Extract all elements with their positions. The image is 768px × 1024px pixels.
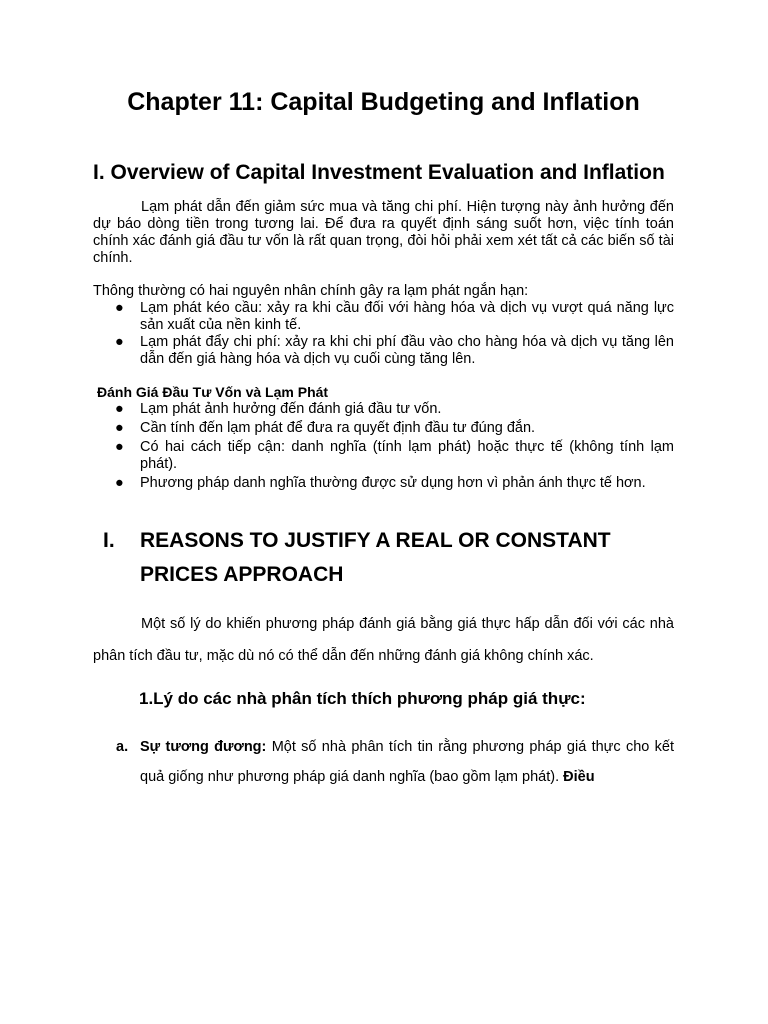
chapter-title: Chapter 11: Capital Budgeting and Inflation: [127, 88, 640, 116]
bullet-icon: ●: [115, 420, 124, 436]
bullet-icon: ●: [115, 475, 124, 491]
paragraph-inflation-intro: Lạm phát dẫn đến giảm sức mua và tăng chi phí. Hiện tượng này ảnh hưởng đến dự báo dòng tiền trong tương lai. Để đưa ra quyết định sáng suốt hơn, việc tính toán chính xác đánh giá đầu tư vốn là rất quan trọng, đòi hỏi phải xem xét tất cả các biến số tài chính.: [93, 199, 674, 266]
paragraph-causes-intro: Thông thường có hai nguyên nhân chính gây ra lạm phát ngắn hạn:: [93, 283, 529, 299]
bullet-icon: ●: [115, 300, 124, 316]
causes-list: [93, 300, 674, 368]
list-item-text: Lạm phát đẩy chi phí: xảy ra khi chi phí đầu vào cho hàng hóa và dịch vụ tăng lên dẫn đến giá hàng hóa và dịch vụ cuối cùng tăng lên.: [140, 334, 674, 367]
list-item-text: Lạm phát kéo cầu: xảy ra khi cầu đối với hàng hóa và dịch vụ vượt quá năng lực sản xuất của nền kinh tế.: [140, 300, 674, 333]
section-heading-line2: PRICES APPROACH: [140, 563, 344, 586]
reason-item-a: [93, 732, 674, 792]
item-text: Một số nhà phân tích tin rằng phương pháp giá thực cho kết quả giống như phương pháp giá danh nghĩa (bao gồm lạm phát).: [140, 739, 674, 785]
section-number: I.: [103, 529, 115, 552]
list-item-text: Phương pháp danh nghĩa thường được sử dụng hơn vì phản ánh thực tế hơn.: [140, 475, 646, 491]
list-item: [93, 401, 674, 418]
item-marker: a.: [116, 739, 129, 755]
paragraph-reasons-intro: Một số lý do khiến phương pháp đánh giá bằng giá thực hấp dẫn đối với các nhà phân tích đầu tư, mặc dù nó có thể dẫn đến những đánh giá không chính xác.: [93, 616, 674, 664]
evaluation-points-list: [93, 401, 674, 492]
section-heading-overview: I. Overview of Capital Investment Evaluation and Inflation: [93, 161, 665, 184]
item-label: Sự tương đương:: [140, 739, 267, 755]
list-item: [93, 420, 674, 437]
subheading-reasons: 1.Lý do các nhà phân tích thích phương pháp giá thực:: [139, 689, 586, 708]
list-item-text: Có hai cách tiếp cận: danh nghĩa (tính lạm phát) hoặc thực tế (không tính lạm phát).: [140, 439, 674, 472]
list-item: [93, 475, 674, 492]
item-trailing-bold: Điều: [563, 769, 595, 785]
list-item: [93, 300, 674, 334]
section-heading-line1: REASONS TO JUSTIFY A REAL OR CONSTANT: [140, 529, 611, 552]
list-item: [93, 439, 674, 473]
subheading-evaluation: Đánh Giá Đầu Tư Vốn và Lạm Phát: [97, 384, 329, 400]
list-item-text: Lạm phát ảnh hưởng đến đánh giá đầu tư vốn.: [140, 401, 442, 417]
bullet-icon: ●: [115, 401, 124, 417]
list-item-text: Cần tính đến lạm phát để đưa ra quyết định đầu tư đúng đắn.: [140, 420, 536, 436]
bullet-icon: ●: [115, 334, 124, 350]
section-heading-reasons: [93, 524, 674, 592]
list-item: [93, 334, 674, 368]
bullet-icon: ●: [115, 439, 124, 455]
